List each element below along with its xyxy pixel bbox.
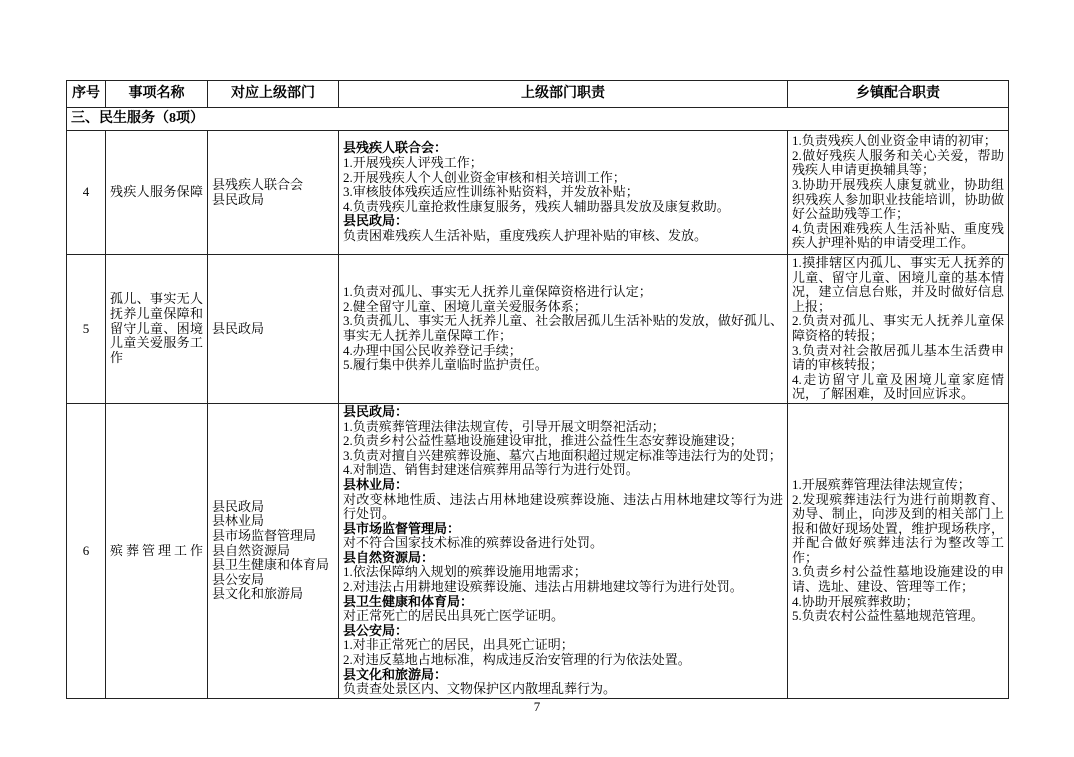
township-duty-line: 1.摸排辖区内孤儿、事实无人抚养的儿童、留守儿童、困境儿童的基本情况，建立信息台账，并及时做好信息上报； <box>792 255 1004 314</box>
township-duty-line: 4.协助开展殡葬救助； <box>792 593 919 609</box>
row-township-duties <box>788 403 1009 698</box>
superior-duty-line: 负责查处景区内、文物保护区内散埋乱葬行为。 <box>343 681 617 697</box>
header-superior-department: 对应上级部门 <box>208 81 339 108</box>
superior-duty-line: 县自然资源局： <box>343 549 435 565</box>
township-duty-line: 5.负责农村公益性墓地规范管理。 <box>792 608 984 624</box>
superior-duty-line: 对不符合国家技术标准的殡葬设备进行处罚。 <box>343 535 604 551</box>
row-item-name: 孤儿、事实无人抚养儿童保障和留守儿童、困境儿童关爱服务工作 <box>106 255 208 404</box>
section-header-row <box>67 108 1009 131</box>
superior-duty-line: 2.对违反墓地占地标准，构成违反治安管理的行为依法处置。 <box>343 652 691 668</box>
header-township-duties: 乡镇配合职责 <box>788 81 1009 108</box>
department-line: 县民政局 <box>212 191 265 207</box>
responsibility-table <box>66 80 1009 699</box>
row-superior-duties <box>339 403 788 698</box>
superior-duty-line: 县民政局： <box>343 403 409 419</box>
superior-duty-line: 2.健全留守儿童、困境儿童关爱服务体系； <box>343 298 587 314</box>
row-township-duties <box>788 255 1009 404</box>
page-number: 7 <box>533 699 541 714</box>
department-line: 县卫生健康和体育局 <box>212 557 330 573</box>
township-duty-line: 2.发现殡葬违法行为进行前期教育、劝导、制止，向涉及到的相关部门上报和做好现场处置，维护现场秩序，并配合做好殡葬违法行为整改等工作； <box>792 491 1004 565</box>
department-line: 县林业局 <box>212 513 265 529</box>
table-row <box>67 131 1009 255</box>
superior-duty-line: 2.对违法占用耕地建设殡葬设施、违法占用耕地建坟等行为进行处罚。 <box>343 579 743 595</box>
row-departments <box>208 403 339 698</box>
superior-duty-line: 县文化和旅游局： <box>343 666 448 682</box>
table-row <box>67 255 1009 404</box>
row-superior-duties <box>339 255 788 404</box>
table-body <box>67 108 1009 699</box>
department-line: 县自然资源局 <box>212 542 291 558</box>
header-superior-duties: 上级部门职责 <box>339 81 788 108</box>
superior-duty-line: 县市场监督管理局： <box>343 520 461 536</box>
township-duty-line: 3.负责乡村公益性墓地设施建设的申请、选址、建设、管理等工作； <box>792 564 1004 595</box>
superior-duty-line: 县残疾人联合会： <box>343 140 448 156</box>
superior-duty-line: 1.依法保障纳入规划的殡葬设施用地需求； <box>343 564 587 580</box>
section-title: 三、民生服务（8项） <box>67 108 1009 131</box>
row-serial-number: 6 <box>67 403 106 698</box>
table-row <box>67 403 1009 698</box>
superior-duty-line: 1.负责对孤儿、事实无人抚养儿童保障资格进行认定； <box>343 284 652 300</box>
township-duty-line: 2.做好残疾人服务和关心关爱，帮助残疾人申请更换辅具等； <box>792 147 1004 178</box>
department-line: 县民政局 <box>212 320 265 336</box>
township-duty-line: 4.负责困难残疾人生活补贴、重度残疾人护理补贴的申请受理工作。 <box>792 220 1004 251</box>
superior-duty-line: 4.办理中国公民收养登记手续； <box>343 342 522 358</box>
header-item-name: 事项名称 <box>106 81 208 108</box>
department-line: 县残疾人联合会 <box>212 176 304 192</box>
township-duty-line: 2.负责对孤儿、事实无人抚养儿童保障资格的转报； <box>792 313 1004 343</box>
row-serial-number: 5 <box>67 255 106 404</box>
superior-duty-line: 县民政局： <box>343 213 409 229</box>
superior-duty-line: 3.审核肢体残疾适应性训练补贴资料，并发放补贴； <box>343 184 639 200</box>
superior-duty-line: 1.开展残疾人评残工作； <box>343 155 483 171</box>
superior-duty-line: 1.负责殡葬管理法律法规宣传，引导开展文明祭祀活动； <box>343 418 665 434</box>
township-duty-line: 3.协助开展残疾人康复就业，协助组织残疾人参加职业技能培训，协助做好公益助残等工作； <box>792 176 1004 222</box>
superior-duty-line: 3.负责孤儿、事实无人抚养儿童、社会散居孤儿生活补贴的发放，做好孤儿、事实无人抚养儿童保障工作； <box>343 313 783 343</box>
department-line: 县公安局 <box>212 571 265 587</box>
superior-duty-line: 4.负责残疾儿童抢救性康复服务，残疾人辅助器具发放及康复救助。 <box>343 198 730 214</box>
department-line: 县文化和旅游局 <box>212 586 304 602</box>
superior-duty-line: 5.履行集中供养儿童临时监护责任。 <box>343 357 548 373</box>
township-duty-line: 1.开展殡葬管理法律法规宣传； <box>792 476 971 492</box>
superior-duty-line: 县公安局： <box>343 622 409 638</box>
row-item-name: 殡葬管理工作 <box>106 403 208 698</box>
row-serial-number: 4 <box>67 131 106 255</box>
township-duty-line: 1.负责残疾人创业资金申请的初审； <box>792 133 997 149</box>
superior-duty-line: 2.负责乡村公益性墓地设施建设审批，推进公益性生态安葬设施建设； <box>343 433 743 449</box>
superior-duty-line: 负责困难残疾人生活补贴，重度残疾人护理补贴的审核、发放。 <box>343 227 708 243</box>
superior-duty-line: 3.负责对擅自兴建殡葬设施、墓穴占地面积超过规定标准等违法行为的处罚； <box>343 447 782 463</box>
department-line: 县市场监督管理局 <box>212 527 317 543</box>
row-departments <box>208 131 339 255</box>
township-duty-line: 4.走访留守儿童及困境儿童家庭情况，了解困难，及时回应诉求。 <box>792 371 1004 402</box>
row-superior-duties <box>339 131 788 255</box>
superior-duty-line: 县卫生健康和体育局： <box>343 593 474 609</box>
department-line: 县民政局 <box>212 498 265 514</box>
superior-duty-line: 对改变林地性质、违法占用林地建设殡葬设施、违法占用林地建坟等行为进行处罚。 <box>343 491 783 522</box>
header-serial-number: 序号 <box>67 81 106 108</box>
superior-duty-line: 4.对制造、销售封建迷信殡葬用品等行为进行处罚。 <box>343 462 639 478</box>
superior-duty-line: 县林业局： <box>343 476 409 492</box>
row-departments <box>208 255 339 404</box>
superior-duty-line: 1.对非正常死亡的居民，出具死亡证明； <box>343 637 574 653</box>
row-item-name: 残疾人服务保障 <box>106 131 208 255</box>
township-duty-line: 3.负责对社会散居孤儿基本生活费申请的审核转报； <box>792 342 1004 373</box>
row-township-duties <box>788 131 1009 255</box>
superior-duty-line: 对正常死亡的居民出具死亡医学证明。 <box>343 608 565 624</box>
superior-duty-line: 2.开展残疾人个人创业资金审核和相关培训工作； <box>343 169 626 185</box>
table-header-row <box>67 81 1009 108</box>
